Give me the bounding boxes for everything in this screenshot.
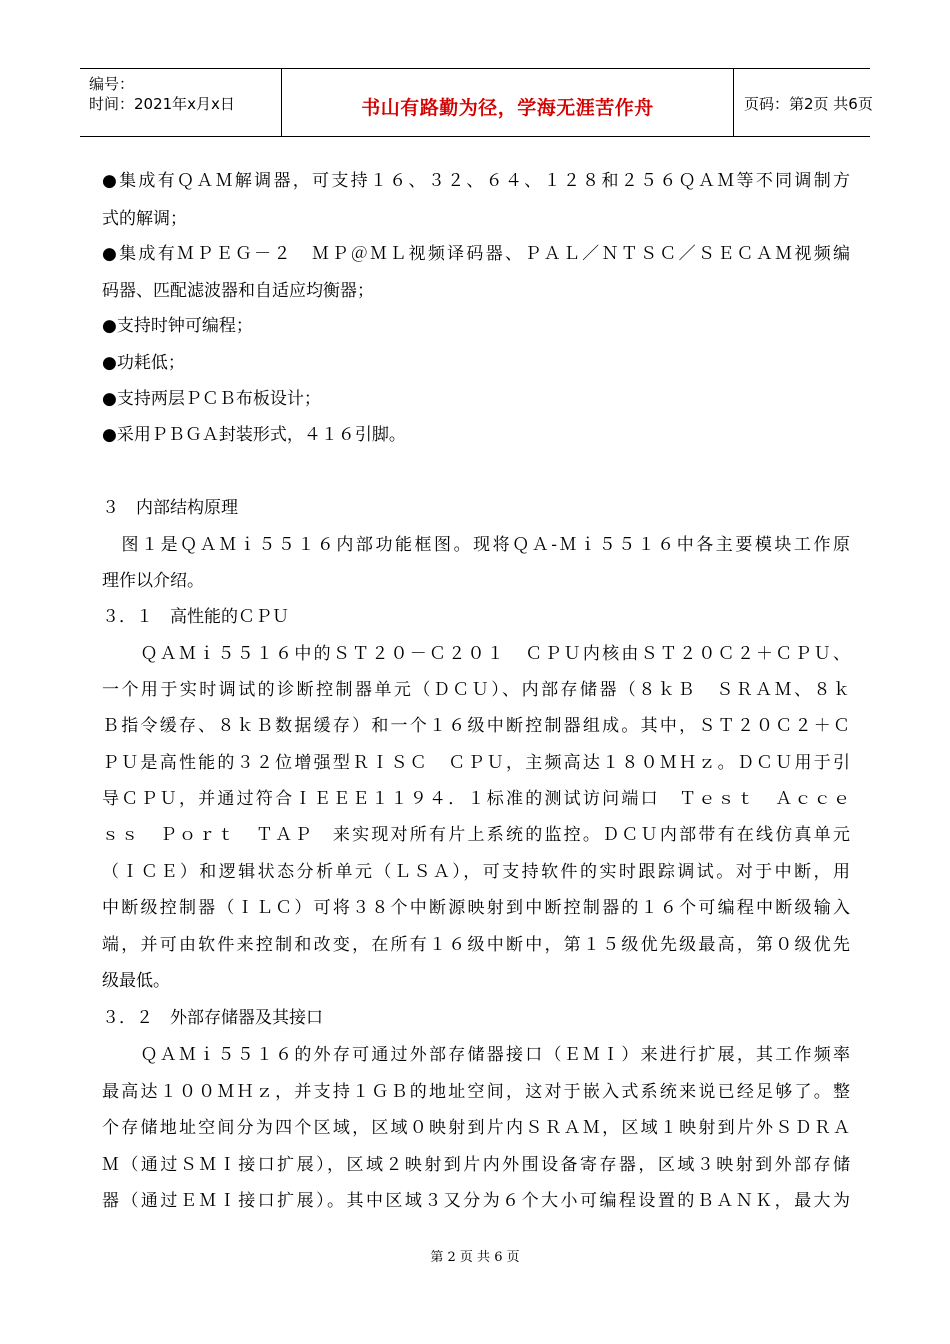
header-meta-cell — [80, 69, 282, 136]
paragraph-line: 导ＣＰＵ，并通过符合ＩＥＥＥ１１９４．１标准的测试访问端口 Ｔｅｓｔ Ａｃｃｅ — [102, 789, 850, 809]
page-footer: 第 2 页 共 6 页 — [430, 1250, 520, 1265]
paragraph-line: ＱＡＭｉ５５１６的外存可通过外部存储器接口（ＥＭＩ）来进行扩展，其工作频率 — [102, 1045, 850, 1065]
paragraph-line: （ＩＣＥ）和逻辑状态分析单元（ＬＳＡ），可支持软件的实时跟踪调试。对于中断，用 — [102, 862, 850, 882]
list-item-continuation: 式的解调； — [102, 209, 187, 229]
paragraph-line: 一个用于实时调试的诊断控制器单元（ＤＣＵ）、内部存储器（８ｋＢ ＳＲＡＭ、８ｋ — [102, 680, 850, 700]
list-item-continuation: 码器、匹配滤波器和自适应均衡器； — [102, 281, 374, 301]
list-item: ●采用ＰＢＧＡ封装形式，４１６引脚。 — [102, 425, 406, 445]
document-number-label: 编号： — [89, 75, 135, 93]
paragraph-line: Ｂ指令缓存、８ｋＢ数据缓存）和一个１６级中断控制器组成。其中，ＳＴ２０Ｃ２＋Ｃ — [102, 716, 850, 736]
paragraph-line: 端，并可由软件来控制和改变，在所有１６级中断中，第１５级优先级最高，第０级优先 — [102, 935, 850, 955]
paragraph-line: 器（通过ＥＭＩ接口扩展）。其中区域３又分为６个大小可编程设置的ＢＡＮＫ，最大为 — [102, 1191, 850, 1211]
section-heading: ３ 内部结构原理 — [102, 498, 238, 518]
header-motto: 书山有路勤为径，学海无涯苦作舟 — [361, 97, 654, 119]
list-item: ●功耗低； — [102, 353, 185, 373]
list-item: ●集成有ＭＰＥＧ－２ ＭＰ＠ＭＬ视频译码器、ＰＡＬ／ＮＴＳＣ／ＳＥＣＡＭ视频编 — [102, 244, 850, 264]
paragraph-line: 个存储地址空间分为四个区域，区域０映射到片内ＳＲＡＭ，区域１映射到片外ＳＤＲＡ — [102, 1118, 850, 1138]
paragraph-line: 图１是ＱＡＭｉ５５１６内部功能框图。现将ＱＡ-Ｍｉ５５１６中各主要模块工作原 — [102, 535, 850, 555]
paragraph-line: Ｍ（通过ＳＭＩ接口扩展），区域２映射到片内外围设备寄存器，区域３映射到外部存储 — [102, 1155, 850, 1175]
document-date: 时间：2021年x月x日 — [89, 95, 235, 113]
header-page-info: 页码：第2页 共6页 — [744, 95, 873, 113]
paragraph-line: ＰＵ是高性能的３２位增强型ＲＩＳＣ ＣＰＵ，主频高达１８０ＭＨｚ。ＤＣＵ用于引 — [102, 753, 850, 773]
section-heading: ３．２ 外部存储器及其接口 — [102, 1008, 323, 1028]
paragraph-line: ＱＡＭｉ５５１６中的ＳＴ２０－Ｃ２０１ ＣＰＵ内核由ＳＴ２０Ｃ２＋ＣＰＵ、 — [102, 644, 850, 664]
document-header — [80, 68, 873, 137]
list-item: ●支持时钟可编程； — [102, 316, 253, 336]
list-item: ●支持两层ＰＣＢ布板设计； — [102, 389, 321, 409]
paragraph-line: ｓｓ Ｐｏｒｔ ＴＡＰ 来实现对所有片上系统的监控。ＤＣＵ内部带有在线仿真单元 — [102, 825, 850, 845]
section-heading: ３．１ 高性能的ＣＰＵ — [102, 607, 289, 627]
header-motto-cell — [282, 69, 734, 136]
list-item: ●集成有ＱＡＭ解调器，可支持１６、３２、６４、１２８和２５６ＱＡＭ等不同调制方 — [102, 171, 850, 191]
paragraph-line: 最高达１００ＭＨｚ，并支持１ＧＢ的地址空间，这对于嵌入式系统来说已经足够了。整 — [102, 1082, 850, 1102]
paragraph-line: 级最低。 — [102, 971, 170, 991]
paragraph-line: 理作以介绍。 — [102, 571, 204, 591]
header-page-cell — [734, 69, 873, 136]
paragraph-line: 中断级控制器（ＩＬＣ）可将３８个中断源映射到中断控制器的１６个可编程中断级输入 — [102, 898, 850, 918]
